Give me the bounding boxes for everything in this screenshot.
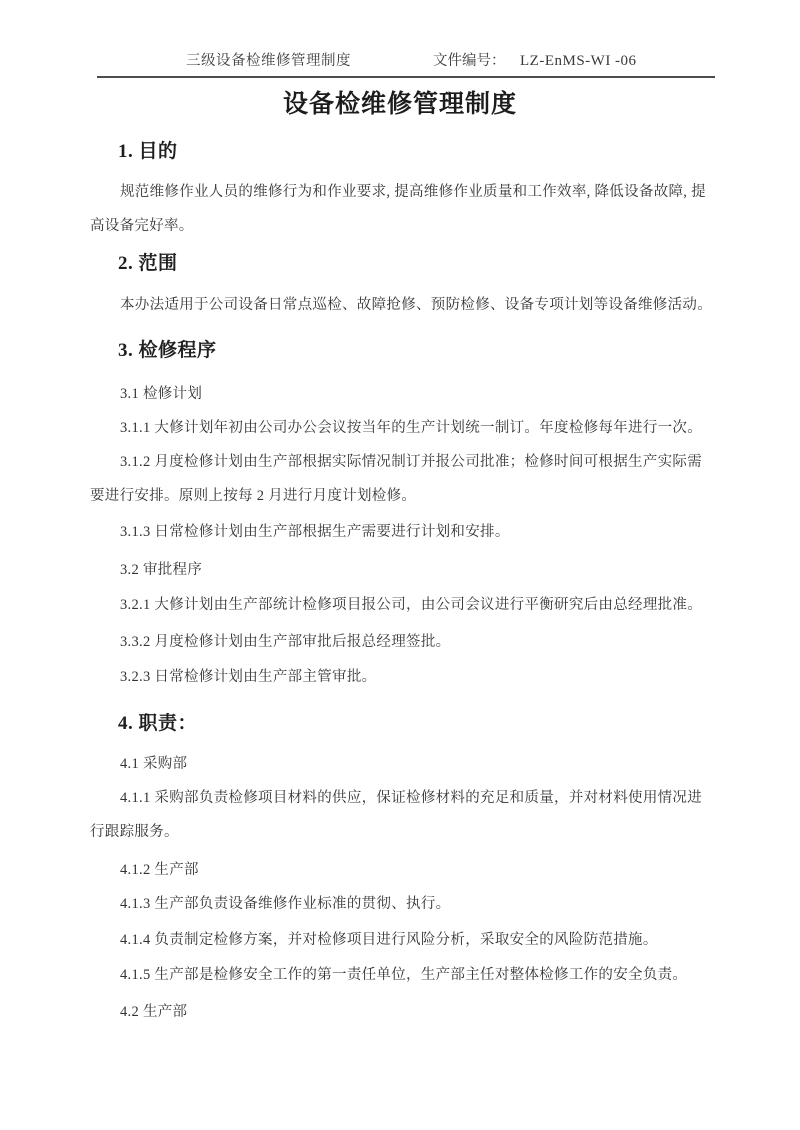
paragraph-3-3-2: 3.3.2 月度检修计划由生产部审批后报总经理签批。: [120, 634, 451, 650]
paragraph-3-1-2: 3.1.2 月度检修计划由生产部根据实际情况制订并报公司批准；检修时间可根据生产实际需要进行安排。原则上按每 2 月进行月度计划检修。: [90, 454, 703, 504]
header-file-number-value: LZ-EnMS-WI -06: [520, 53, 637, 69]
paragraph-4-1-3: 4.1.3 生产部负责设备维修作业标准的贯彻、执行。: [120, 896, 451, 912]
document-title: 设备检维修管理制度: [282, 91, 517, 118]
header-doc-title: 三级设备检维修管理制度: [186, 53, 351, 69]
section-2-heading: 2. 范围: [118, 253, 178, 274]
section-3-heading: 3. 检修程序: [118, 340, 217, 361]
paragraph-4-1-5: 4.1.5 生产部是检修安全工作的第一责任单位，生产部主任对整体检修工作的安全负责。: [120, 967, 688, 983]
paragraph-4-1-4: 4.1.4 负责制定检修方案，并对检修项目进行风险分析，采取安全的风险防范措施。: [120, 932, 658, 948]
section-1-heading: 1. 目的: [118, 141, 178, 162]
header-file-number-label: 文件编号：: [433, 53, 506, 69]
paragraph-4-1-2: 4.1.2 生产部: [120, 862, 199, 878]
paragraph-4-2: 4.2 生产部: [120, 1004, 188, 1020]
section-1-paragraph: 规范维修作业人员的维修行为和作业要求, 提高维修作业质量和工作效率, 降低设备故障, 提高设备完好率。: [90, 184, 706, 234]
page-header: [0, 0, 800, 80]
header-rule: [97, 76, 715, 78]
paragraph-3-2-1: 3.2.1 大修计划由生产部统计检修项目报公司，由公司会议进行平衡研究后由总经理批准。: [120, 597, 703, 613]
paragraph-3-1-1: 3.1.1 大修计划年初由公司办公会议按当年的生产计划统一制订。年度检修每年进行一次。: [120, 420, 703, 436]
section-2-paragraph: 本办法适用于公司设备日常点巡检、故障抢修、预防检修、设备专项计划等设备维修活动。: [120, 297, 712, 313]
paragraph-3-2-3: 3.2.3 日常检修计划由生产部主管审批。: [120, 669, 377, 685]
paragraph-4-1: 4.1 采购部: [120, 756, 188, 772]
paragraph-3-1: 3.1 检修计划: [120, 386, 203, 402]
paragraph-3-1-3: 3.1.3 日常检修计划由生产部根据生产需要进行计划和安排。: [120, 524, 510, 540]
section-4-heading: 4. 职责：: [118, 713, 198, 734]
document-body: [90, 139, 714, 1029]
paragraph-3-2: 3.2 审批程序: [120, 562, 203, 578]
paragraph-4-1-1: 4.1.1 采购部负责检修项目材料的供应，保证检修材料的充足和质量，并对材料使用情况进行跟踪服务。: [90, 790, 703, 840]
